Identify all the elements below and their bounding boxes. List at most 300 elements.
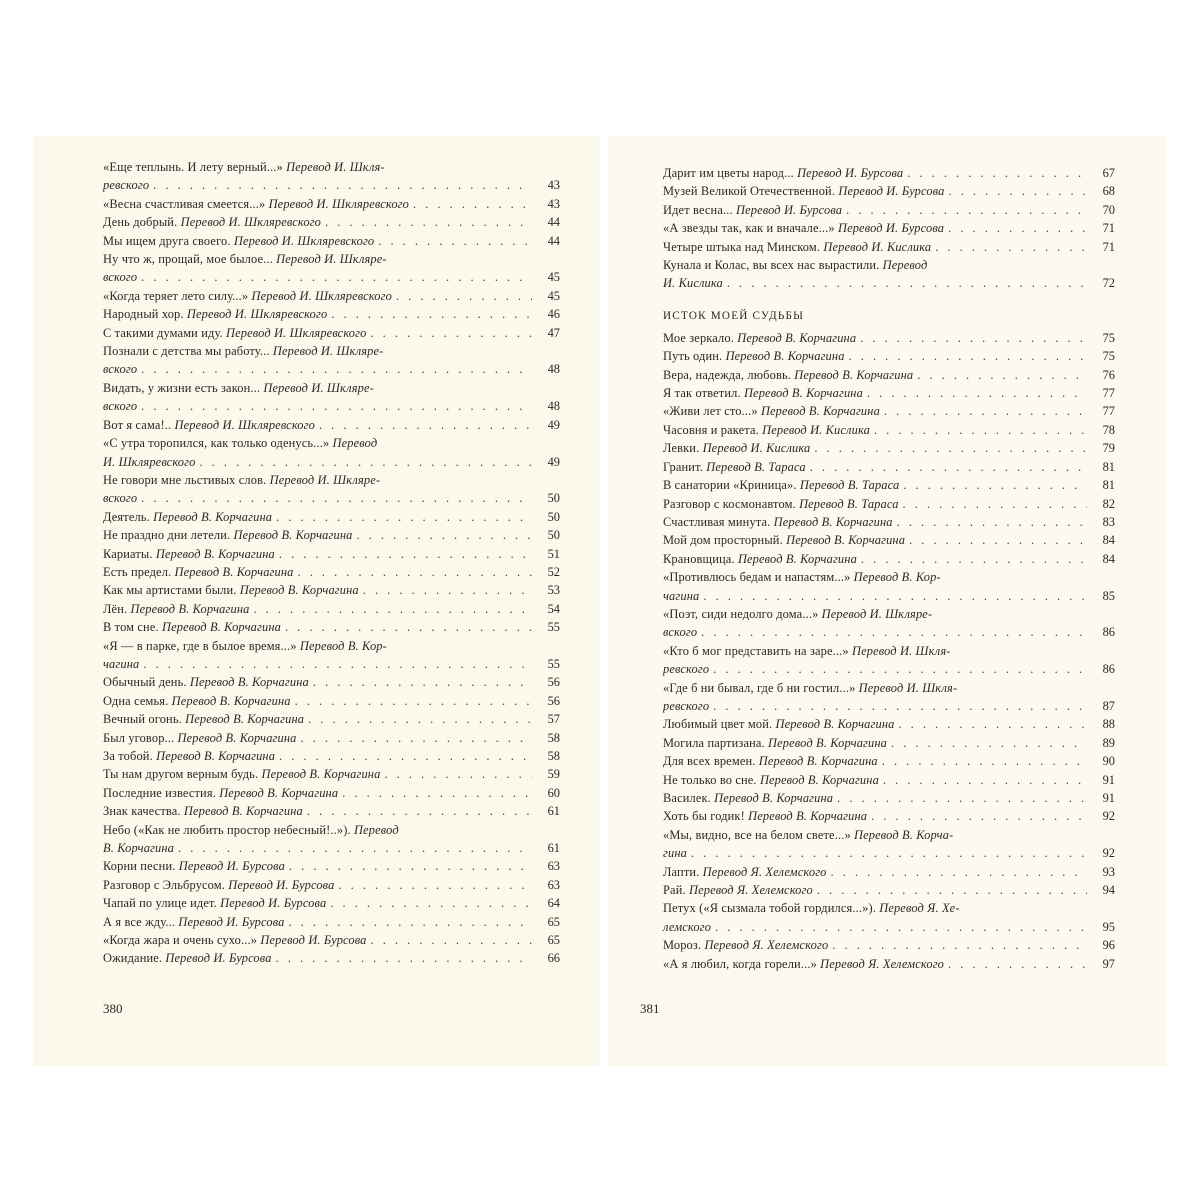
toc-entry-translator: Перевод В. Корчагина xyxy=(153,509,273,524)
toc-entry xyxy=(663,955,1115,973)
toc-entry xyxy=(103,913,560,931)
toc-entry-text xyxy=(103,765,380,783)
toc-entry-line xyxy=(663,587,1115,605)
toc-entry-text xyxy=(103,894,326,912)
toc-entry xyxy=(663,402,1115,420)
toc-entry-text xyxy=(103,949,272,967)
toc-entry-title: «Еще теплынь. И лету верный...» xyxy=(103,160,283,174)
toc-entry xyxy=(103,802,560,820)
toc-entry-translator: Перевод И. Шкля- xyxy=(286,160,385,174)
toc-page-number: 84 xyxy=(1102,533,1115,548)
toc-entry xyxy=(663,384,1115,402)
page-number-right: 381 xyxy=(640,1001,660,1016)
toc-page-number: 91 xyxy=(1102,791,1115,805)
toc-entry-line xyxy=(103,545,560,563)
toc-entry-title: «Когда жара и очень сухо...» xyxy=(103,933,258,948)
right-page xyxy=(608,136,1167,1066)
toc-entry-title: «Когда теряет лето силу...» xyxy=(103,288,249,303)
book-gutter xyxy=(600,136,608,1066)
toc-entry-line xyxy=(663,807,1115,825)
toc-entry-line xyxy=(663,201,1115,219)
toc-page-number: 49 xyxy=(547,417,560,432)
toc-entry xyxy=(663,513,1115,531)
toc-entry-title: Мой дом просторный. xyxy=(663,533,783,548)
toc-entry-text xyxy=(663,899,1115,917)
leader-dots xyxy=(907,164,1087,182)
toc-entry-translator: Перевод И. Шкляревского xyxy=(174,417,315,432)
toc-entry-translator: Перевод В. Кор- xyxy=(853,570,941,585)
toc-entry-translator: Перевод И. Шкляре- xyxy=(272,344,384,359)
leader-dots xyxy=(935,238,1087,256)
toc-entry-text xyxy=(663,771,879,789)
leader-dots xyxy=(396,287,532,305)
toc-page-number: 86 xyxy=(1102,662,1115,677)
toc-entry-translator: Перевод В. Корчагина xyxy=(773,514,893,529)
toc-entry xyxy=(103,250,560,287)
toc-page-number: 67 xyxy=(1102,166,1115,180)
toc-entry-text xyxy=(103,232,374,250)
toc-entry-translator: Перевод В. Корчагина xyxy=(185,712,305,727)
toc-entry-translator: Перевод Я. Хе- xyxy=(879,901,960,916)
toc-entry-line xyxy=(663,421,1115,439)
toc-entry-title: Левки. xyxy=(663,441,700,456)
toc-entry-text xyxy=(663,329,856,347)
toc-entry-title: Для всех времен. xyxy=(663,754,756,769)
toc-entry-title: Видать, у жизни есть закон... xyxy=(103,380,261,395)
toc-entry xyxy=(663,164,1115,182)
toc-entry-line xyxy=(103,655,560,673)
toc-entry-line xyxy=(103,894,560,912)
leader-dots xyxy=(903,476,1087,494)
toc-entry-line xyxy=(663,384,1115,402)
page-number-left: 380 xyxy=(103,1001,123,1016)
leader-dots xyxy=(837,789,1087,807)
toc-page-number: 56 xyxy=(547,675,560,690)
toc-entry-translator: Перевод В. Тараса xyxy=(799,496,899,511)
toc-entry-translator: Перевод И. Бурсова xyxy=(838,184,945,199)
leader-dots xyxy=(948,219,1087,237)
toc-entry-line xyxy=(663,164,1115,182)
toc-entry-translator-cont: гина xyxy=(663,846,687,861)
toc-entry-line xyxy=(663,439,1115,457)
toc-entry xyxy=(663,476,1115,494)
toc-entry xyxy=(663,201,1115,219)
toc-entry-line xyxy=(663,826,1115,844)
toc-entry-text xyxy=(103,821,560,839)
toc-entry xyxy=(103,729,560,747)
toc-entry-line xyxy=(103,710,560,728)
toc-page-number: 55 xyxy=(547,620,560,635)
toc-entry-translator: Перевод В. Корчагина xyxy=(768,735,888,750)
toc-entry-text xyxy=(103,637,560,655)
toc-entry-line xyxy=(103,397,560,415)
toc-entry-text xyxy=(663,863,827,881)
toc-entry-line xyxy=(663,531,1115,549)
toc-entry-title: Не праздно дни летели. xyxy=(103,528,231,543)
leader-dots xyxy=(141,360,532,378)
toc-entry-translator: Перевод В. Корчагина xyxy=(775,717,895,732)
toc-entry-text xyxy=(663,219,944,237)
toc-entry xyxy=(103,692,560,710)
leader-dots xyxy=(898,715,1087,733)
toc-entry-translator: Перевод В. Корчагина xyxy=(155,546,275,561)
toc-entry-line xyxy=(663,274,1115,292)
toc-entry-title: Был уговор... xyxy=(103,730,175,745)
toc-entry-text xyxy=(663,439,810,457)
toc-entry-translator: Перевод В. Корчагина xyxy=(714,791,834,805)
toc-entry-line xyxy=(103,931,560,949)
toc-entry-title: Как мы артистами были. xyxy=(103,583,237,598)
toc-page-number: 44 xyxy=(547,233,560,248)
toc-entry xyxy=(103,747,560,765)
toc-entry-text xyxy=(663,936,828,954)
toc-entry-line xyxy=(663,182,1115,200)
leader-dots xyxy=(860,329,1087,347)
toc-entry-line xyxy=(103,232,560,250)
toc-entry xyxy=(103,673,560,691)
toc-entry-line xyxy=(663,789,1115,807)
toc-entry xyxy=(663,752,1115,770)
toc-page-number: 58 xyxy=(547,749,560,763)
toc-entry-text xyxy=(103,857,285,875)
toc-entry-line xyxy=(103,379,560,397)
toc-entry-translator-cont: ревского xyxy=(103,178,150,193)
toc-page-number: 43 xyxy=(547,196,560,211)
toc-entry-line xyxy=(103,471,560,489)
toc-entry-line xyxy=(663,347,1115,365)
leader-dots xyxy=(846,201,1087,219)
toc-entry-translator-cont: вского xyxy=(103,270,138,285)
toc-entry-translator: Перевод В. Корча- xyxy=(854,827,954,842)
toc-entry-translator: Перевод xyxy=(354,822,399,837)
toc-entry-translator: Перевод В. Корчагина xyxy=(171,693,291,708)
leader-dots xyxy=(871,807,1087,825)
toc-entry-title: «Кто б мог представить на заре...» xyxy=(663,643,849,658)
toc-entry-translator: Перевод И. Шкляре- xyxy=(276,252,387,267)
toc-entry xyxy=(663,826,1115,863)
toc-entry-title: «Где б ни бывал, где б ни гостил...» xyxy=(663,680,856,695)
toc-entry xyxy=(103,637,560,674)
toc-page-number: 57 xyxy=(547,712,560,727)
toc-entry-text xyxy=(103,434,560,452)
toc-entry-title: В санатории «Криница». xyxy=(663,478,797,493)
leader-dots xyxy=(285,618,532,636)
toc-entry-text xyxy=(663,238,931,256)
toc-entry xyxy=(103,342,560,379)
toc-entry-translator: Перевод В. Корчагина xyxy=(177,730,297,745)
toc-entry-translator: Перевод И. Бурсова xyxy=(178,859,285,874)
toc-entry-text xyxy=(103,545,275,563)
toc-entry xyxy=(103,471,560,508)
leader-dots xyxy=(883,771,1087,789)
toc-entry-line xyxy=(103,784,560,802)
toc-entry-text xyxy=(103,287,392,305)
toc-entry xyxy=(103,581,560,599)
toc-entry-translator-cont: вского xyxy=(663,625,698,640)
toc-entry-text xyxy=(103,471,560,489)
leader-dots xyxy=(703,587,1087,605)
toc-entry-translator: Перевод И. Кислика xyxy=(702,441,811,456)
toc-entry-translator: Перевод И. Бурсова xyxy=(165,951,272,966)
toc-entry-text xyxy=(663,550,857,568)
toc-entry-line xyxy=(663,256,1115,274)
toc-entry-line xyxy=(663,660,1115,678)
toc-entry-translator: Перевод В. Корчагина xyxy=(162,620,281,635)
toc-entry xyxy=(103,195,560,213)
toc-entry-title: Петух («Я сызмала тобой гордился...»). xyxy=(663,901,876,916)
toc-entry xyxy=(103,710,560,728)
toc-entry-line xyxy=(663,219,1115,237)
toc-entry-title: А я все жду... xyxy=(103,914,176,929)
toc-entry xyxy=(103,158,560,195)
toc-entry-line xyxy=(103,342,560,360)
toc-entry-translator: Перевод В. Корчагина xyxy=(743,386,863,401)
toc-page-number: 66 xyxy=(547,951,560,966)
toc-entry-text xyxy=(103,618,281,636)
toc-page-number: 86 xyxy=(1102,625,1115,640)
toc-entry xyxy=(663,605,1115,642)
leader-dots xyxy=(141,397,532,415)
toc-entry-translator: Перевод И. Бурсова xyxy=(837,221,945,236)
toc-entry xyxy=(103,213,560,231)
toc-entry-text xyxy=(103,710,304,728)
toc-page-number: 88 xyxy=(1102,717,1115,732)
toc-entry-translator: Перевод В. Корчагина xyxy=(760,404,880,419)
toc-page-number: 47 xyxy=(547,325,560,340)
leader-dots xyxy=(832,936,1087,954)
toc-page-number: 63 xyxy=(547,877,560,892)
toc-entry-translator-cont: чагина xyxy=(103,656,140,671)
toc-page-number: 79 xyxy=(1102,441,1115,456)
toc-entry-translator: Перевод В. Корчагина xyxy=(759,772,879,787)
toc-entry xyxy=(103,434,560,471)
toc-entry-line xyxy=(663,752,1115,770)
toc-entry xyxy=(663,734,1115,752)
toc-entry-translator: Перевод И. Шкляревского xyxy=(226,325,367,340)
toc-entry-title: Идет весна... xyxy=(663,202,733,217)
leader-dots xyxy=(384,765,532,783)
toc-entry-translator: Перевод В. Корчагина xyxy=(725,349,845,364)
toc-entry-translator-cont: чагина xyxy=(663,588,700,603)
toc-entry-title: Кунала и Колас, вы всех нас вырастили. xyxy=(663,258,880,273)
toc-entry xyxy=(103,931,560,949)
toc-entry-line xyxy=(103,360,560,378)
leader-dots xyxy=(301,729,532,747)
toc-entry-title: Обычный день. xyxy=(103,675,187,690)
toc-entry-title: Лён. xyxy=(103,601,128,616)
toc-entry-title: Дарит им цветы народ... xyxy=(663,166,794,180)
leader-dots xyxy=(331,305,532,323)
toc-entry-title: Мороз. xyxy=(663,938,702,953)
toc-page-number: 77 xyxy=(1102,386,1115,401)
toc-page-number: 50 xyxy=(547,491,560,506)
toc-entry-text xyxy=(103,784,338,802)
toc-entry-line xyxy=(103,287,560,305)
leader-dots xyxy=(884,402,1087,420)
toc-page-number: 75 xyxy=(1102,330,1115,345)
toc-entry-line xyxy=(103,416,560,434)
leader-dots xyxy=(298,563,532,581)
toc-entry-translator: Перевод В. Тараса xyxy=(799,478,900,493)
toc-entry xyxy=(663,531,1115,549)
toc-entry-title: Кариаты. xyxy=(103,546,153,561)
toc-entry-text xyxy=(103,416,315,434)
toc-entry-line xyxy=(663,513,1115,531)
toc-entry-translator: Перевод В. Кор- xyxy=(299,638,387,653)
leader-dots xyxy=(342,784,532,802)
toc-page-number: 81 xyxy=(1102,459,1115,474)
toc-entry-translator: Перевод В. Корчагина xyxy=(239,583,359,598)
leader-dots xyxy=(307,802,532,820)
leader-dots xyxy=(861,550,1087,568)
toc-page-number: 97 xyxy=(1102,956,1115,971)
toc-entry-text xyxy=(103,563,294,581)
toc-entry-line xyxy=(103,949,560,967)
left-page xyxy=(33,136,600,1066)
toc-page-number: 51 xyxy=(547,546,560,561)
toc-page-number: 48 xyxy=(547,362,560,377)
toc-page-number: 61 xyxy=(547,841,560,856)
toc-entry-text xyxy=(103,158,560,176)
toc-entry-title: Корни песни. xyxy=(103,859,176,874)
toc-entry xyxy=(663,256,1115,293)
toc-entry xyxy=(663,881,1115,899)
toc-entry-translator-cont: вского xyxy=(103,399,138,414)
toc-entry-translator: Перевод xyxy=(882,258,928,273)
leader-dots xyxy=(831,863,1087,881)
toc-entry-text xyxy=(663,402,880,420)
toc-entry-title: Чапай по улице идет. xyxy=(103,896,217,911)
toc-page-number: 59 xyxy=(547,767,560,782)
leader-dots xyxy=(289,857,532,875)
toc-entry xyxy=(103,600,560,618)
toc-entry-text xyxy=(663,955,944,973)
toc-entry-line xyxy=(103,802,560,820)
toc-entry-title: Познали с детства мы работу... xyxy=(103,344,270,359)
toc-entry xyxy=(103,618,560,636)
toc-entry-text xyxy=(103,692,291,710)
toc-page-number: 52 xyxy=(547,564,560,579)
leader-dots xyxy=(849,347,1087,365)
toc-entry-translator: Перевод И. Бурсова xyxy=(260,933,367,948)
toc-entry-text xyxy=(663,679,1115,697)
toc-entry xyxy=(103,545,560,563)
toc-entry xyxy=(103,876,560,894)
toc-entry-text xyxy=(663,476,899,494)
toc-entry-translator: Перевод И. Шкляревского xyxy=(268,196,410,211)
toc-entry-translator: Перевод Я. Хелемского xyxy=(688,883,813,898)
leader-dots xyxy=(814,439,1087,457)
toc-page-number: 50 xyxy=(547,509,560,524)
toc-entry xyxy=(103,784,560,802)
toc-entry-text xyxy=(663,182,945,200)
toc-list-left xyxy=(103,158,560,968)
toc-entry xyxy=(663,458,1115,476)
toc-page-number: 54 xyxy=(547,601,560,616)
toc-page-number: 44 xyxy=(547,215,560,230)
toc-entry-title: Вечный огонь. xyxy=(103,712,182,727)
toc-entry-line xyxy=(663,844,1115,862)
toc-entry-title: «Мы, видно, все на белом свете...» xyxy=(663,827,851,842)
toc-entry-title: Любимый цвет мой. xyxy=(663,717,773,732)
leader-dots xyxy=(141,268,532,286)
toc-entry-line xyxy=(103,508,560,526)
toc-entry-title: Рай. xyxy=(663,883,686,898)
toc-entry-text xyxy=(663,789,833,807)
toc-entry-title: Крановщица. xyxy=(663,551,735,566)
toc-entry-line xyxy=(103,821,560,839)
toc-entry-translator: Перевод И. Шкля- xyxy=(858,680,958,695)
leader-dots xyxy=(313,673,532,691)
toc-entry-text xyxy=(663,495,899,513)
toc-entry-translator: Перевод И. Кислика xyxy=(762,422,870,437)
toc-entry-line xyxy=(103,305,560,323)
toc-entry-text xyxy=(663,347,845,365)
toc-entry-line xyxy=(103,600,560,618)
toc-entry-title: Народный хор. xyxy=(103,307,184,322)
toc-entry-title: Вот я сама!.. xyxy=(103,417,172,432)
toc-page-number: 84 xyxy=(1102,551,1115,566)
toc-entry xyxy=(663,679,1115,716)
toc-entry-title: Гранит. xyxy=(663,459,703,474)
leader-dots xyxy=(713,697,1087,715)
toc-entry-line xyxy=(103,876,560,894)
toc-entry-line xyxy=(103,250,560,268)
toc-entry-translator: Перевод И. Шкля- xyxy=(851,643,951,658)
toc-entry-text xyxy=(103,913,285,931)
toc-entry-translator: Перевод В. Корчагина xyxy=(156,749,276,763)
toc-entry-line xyxy=(663,697,1115,715)
toc-entry xyxy=(103,287,560,305)
toc-page-number: 90 xyxy=(1102,754,1115,769)
leader-dots xyxy=(153,176,532,194)
toc-entry-translator: Перевод И. Бурсова xyxy=(228,877,335,892)
toc-entry-title: Счастливая минута. xyxy=(663,514,771,529)
toc-entry-text xyxy=(103,250,560,268)
leader-dots xyxy=(276,949,532,967)
toc-entry xyxy=(103,232,560,250)
toc-entry-line xyxy=(103,195,560,213)
toc-entry-line xyxy=(103,213,560,231)
toc-page-number: 81 xyxy=(1102,478,1115,493)
toc-entry-translator: Перевод Я. Хелемского xyxy=(820,956,945,971)
toc-page-number: 58 xyxy=(547,730,560,745)
toc-entry-translator-cont: И. Шкляревского xyxy=(103,454,196,469)
toc-entry-line xyxy=(103,489,560,507)
toc-entry-line xyxy=(103,618,560,636)
toc-entry-translator: Перевод В. Корчагина xyxy=(737,551,857,566)
leader-dots xyxy=(279,545,532,563)
leader-dots xyxy=(948,955,1087,973)
toc-list-right-top xyxy=(663,164,1115,293)
toc-page-number: 94 xyxy=(1102,883,1115,898)
leader-dots xyxy=(867,384,1087,402)
toc-entry-title: Путь один. xyxy=(663,349,723,364)
toc-entry-title: Знак качества. xyxy=(103,804,181,819)
toc-entry-text xyxy=(103,508,272,526)
leader-dots xyxy=(325,213,532,231)
toc-entry-translator: Перевод И. Шкляре- xyxy=(263,380,374,395)
toc-entry-text xyxy=(663,164,903,182)
toc-entry-title: Ты нам другом верным будь. xyxy=(103,767,259,782)
toc-page-number: 43 xyxy=(547,178,560,193)
toc-entry xyxy=(103,526,560,544)
toc-entry-translator: Перевод Я. Хелемского xyxy=(704,938,829,953)
toc-entry-title: Я так ответил. xyxy=(663,386,741,401)
toc-entry-translator-cont: ревского xyxy=(663,698,710,713)
leader-dots xyxy=(319,416,532,434)
toc-entry-text xyxy=(103,213,321,231)
